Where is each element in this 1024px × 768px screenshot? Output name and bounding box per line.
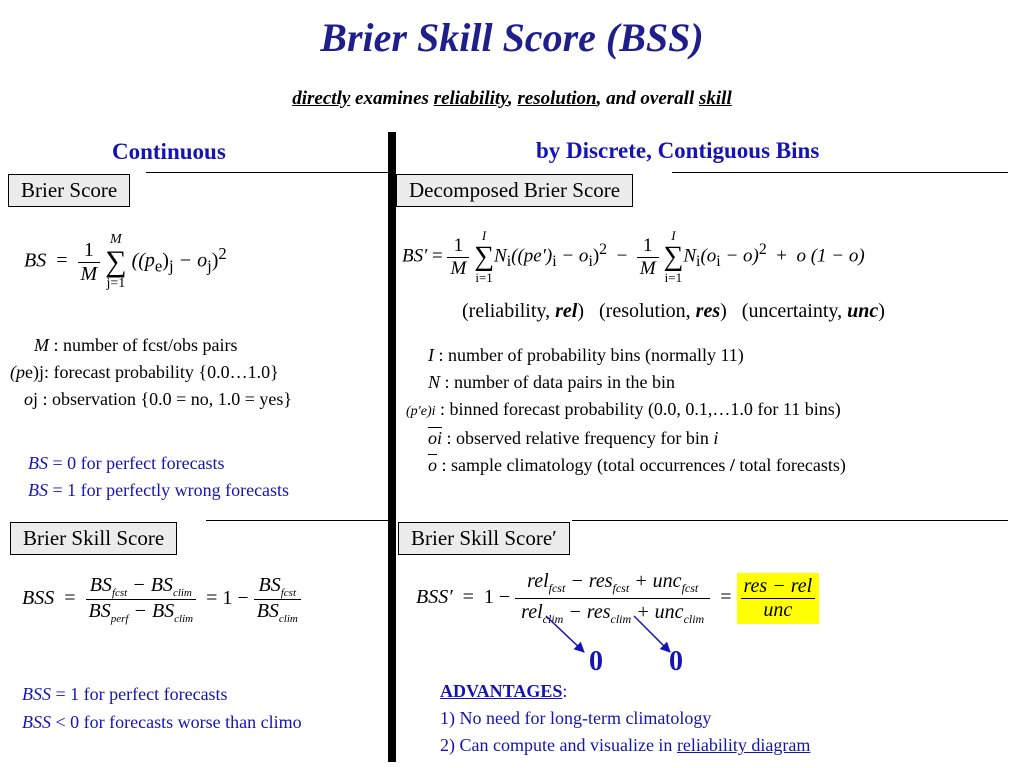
fraction-denominator: M <box>80 262 98 285</box>
brier-score-box: Brier Score <box>8 174 130 207</box>
formula-fraction <box>254 574 301 625</box>
formula-text: 1 − <box>483 586 511 609</box>
advantages-section <box>440 678 810 759</box>
definition-row <box>406 342 846 369</box>
highlight-fraction <box>737 573 820 624</box>
formula-sub: fcst <box>548 581 566 595</box>
note-row <box>22 708 302 736</box>
formula-sub: j <box>168 256 174 276</box>
definition-text: : observed relative frequency for bin <box>442 428 714 448</box>
formula-text: ) <box>211 249 219 272</box>
formula-sub: i <box>588 253 593 271</box>
formula-sub: fcst <box>111 587 128 599</box>
bs-formula <box>24 232 227 292</box>
formula-text: e′) <box>533 245 553 267</box>
continuous-heading: Continuous <box>112 139 226 164</box>
definition-text: / <box>729 455 735 475</box>
note-text: = 1 for perfectly wrong forecasts <box>48 480 290 500</box>
component-text: ) <box>878 300 885 322</box>
formula-text: ((p <box>131 249 155 272</box>
note-symbol: BSS <box>22 712 51 732</box>
sigma-icon: ∑ <box>105 245 127 278</box>
advantage-item <box>440 705 810 732</box>
formula-text: = <box>720 586 732 609</box>
definition-symbol: $\overline{oi}$ <box>428 428 443 448</box>
formula-text: = <box>206 587 218 610</box>
note-text: < 0 for forecasts worse than climo <box>51 712 302 732</box>
formula-sub: i <box>696 253 701 271</box>
brier-skill-score-box: Brier Skill Score <box>10 522 177 555</box>
fraction-denominator <box>86 600 197 625</box>
bins-heading: by Discrete, Contiguous Bins <box>536 138 820 163</box>
note-text: = 0 for perfect forecasts <box>48 453 225 473</box>
sum-lower: i=1 <box>664 270 683 285</box>
definition-text: j : observation {0.0 = no, 1.0 = yes} <box>33 389 293 409</box>
formula-sup: 2 <box>599 241 608 259</box>
component-text: (resolution, <box>599 300 696 322</box>
formula-sub: j <box>207 256 212 276</box>
formula-text: o (1 − o) <box>796 245 865 267</box>
formula-sub: fcst <box>681 581 699 595</box>
sum-upper: I <box>481 228 487 243</box>
definition-text: : number of data pairs in the bin <box>440 372 675 392</box>
formula-text: ((p <box>511 245 534 267</box>
formula-text: − BS <box>127 574 173 596</box>
component-key: rel <box>555 300 578 322</box>
column-divider <box>388 132 396 762</box>
formula-text: BSS <box>22 587 55 610</box>
definition-row <box>406 425 846 452</box>
sum-upper: M <box>110 232 122 247</box>
sum-lower: i=1 <box>475 270 493 285</box>
formula-sub: clim <box>683 612 705 626</box>
bs-notes <box>28 450 289 504</box>
divider-line <box>572 520 1008 521</box>
fraction-numerator <box>86 574 197 600</box>
fraction-numerator <box>254 574 301 600</box>
formula-text: BS <box>88 600 111 622</box>
fraction-numerator <box>515 568 710 599</box>
definition-row <box>406 369 846 396</box>
definition-row <box>10 359 292 386</box>
formula-text: BS <box>24 249 47 272</box>
reliability-diagram-link[interactable]: reliability diagram <box>676 735 811 755</box>
formula-text: ) <box>162 249 169 272</box>
formula-text: + <box>776 245 787 267</box>
decomposed-formula <box>402 228 865 286</box>
subtitle-word: , <box>507 88 518 109</box>
component-text: (uncertainty, <box>741 300 848 322</box>
definition-row <box>406 396 846 425</box>
component-text: ) <box>720 300 727 322</box>
definition-text: : binned forecast probability (0.0, 0.1,…1.0 for 11 bins) <box>435 399 841 419</box>
advantages-heading <box>440 678 810 705</box>
formula-text: BS <box>89 574 112 596</box>
formula-text: − o <box>173 249 208 272</box>
formula-text: N <box>494 245 507 267</box>
arrow-icon <box>546 616 584 652</box>
fraction-numerator: 1 <box>447 235 469 258</box>
bss-formula <box>22 574 301 625</box>
formula-text: = <box>56 249 68 272</box>
fraction-denominator <box>254 600 301 625</box>
formula-text: 1 <box>222 587 233 610</box>
formula-text: = <box>432 245 443 267</box>
divider-line <box>206 520 388 521</box>
component-key: unc <box>847 300 879 322</box>
advantage-text: 2) Can compute and visualize in <box>440 735 677 755</box>
note-row <box>22 680 302 708</box>
summation-symbol <box>663 228 683 286</box>
subtitle-word: reliability <box>433 88 508 109</box>
note-symbol: BSS <box>22 684 51 704</box>
component-text: ) <box>577 300 585 322</box>
definition-symbol: N <box>428 372 441 392</box>
formula-text: − BS <box>128 600 175 622</box>
divider-line <box>146 172 388 173</box>
subtitle-word: resolution <box>517 88 597 109</box>
formula-text: + unc <box>629 570 682 592</box>
formula-sub: i <box>716 253 721 271</box>
formula-text: BS <box>258 574 281 596</box>
arrow-icon <box>634 616 670 652</box>
fraction-denominator: unc <box>763 599 793 621</box>
fraction-denominator: M <box>450 257 467 279</box>
brier-skill-score-prime-box: Brier Skill Score′ <box>398 522 570 555</box>
zero-label: 0 <box>669 646 683 677</box>
formula-text: ) <box>592 245 600 267</box>
formula-sup: 2 <box>758 241 767 259</box>
definition-symbol: I <box>428 345 434 365</box>
formula-text: BSS′ <box>416 586 453 609</box>
formula-text: − <box>616 245 628 267</box>
formula-sup: 2 <box>218 243 227 263</box>
formula-sub: clim <box>610 612 632 626</box>
subtitle-word: skill <box>699 88 732 109</box>
formula-text: − o) <box>720 245 759 267</box>
advantages-colon: : <box>562 681 568 701</box>
fraction-numerator: 1 <box>78 239 101 263</box>
zero-label: 0 <box>589 646 603 677</box>
sum-upper: I <box>671 228 676 243</box>
advantage-text: 1) No need for long-term climatology <box>440 708 712 728</box>
formula-sub: clim <box>278 613 298 625</box>
formula-text: BS′ <box>402 245 428 267</box>
subtitle-word: examines <box>350 88 434 109</box>
formula-sub: fcst <box>280 587 297 599</box>
formula-sub: i <box>552 253 557 271</box>
formula-fraction <box>637 235 659 280</box>
formula-fraction <box>447 235 469 280</box>
formula-sub: clim <box>174 613 194 625</box>
formula-text: − res <box>563 601 611 623</box>
definition-row <box>406 452 846 479</box>
note-row <box>28 477 289 504</box>
formula-sub: clim <box>172 587 192 599</box>
definition-text: : number of fcst/obs pairs <box>49 335 238 355</box>
summation-symbol <box>105 232 126 292</box>
formula-text: rel <box>527 570 549 592</box>
summation-symbol <box>474 228 494 286</box>
formula-text: = <box>64 587 76 610</box>
component-text: (reliability, <box>462 300 556 322</box>
note-row <box>28 450 289 477</box>
fraction-numerator: res − rel <box>741 575 816 599</box>
divider-line <box>672 172 1008 173</box>
formula-text: N <box>683 245 697 267</box>
formula-text: (o <box>700 245 717 267</box>
formula-sub: perf <box>110 613 129 625</box>
subtitle-word: directly <box>292 88 351 109</box>
page-subtitle <box>0 88 1024 110</box>
definition-symbol: (p′e)i <box>406 404 436 419</box>
definition-text: e)j: forecast probability {0.0…1.0} <box>25 362 279 382</box>
decomposition-definitions <box>406 342 846 479</box>
formula-text: = <box>462 586 474 609</box>
formula-text: rel <box>521 601 543 623</box>
advantage-item <box>440 732 810 759</box>
definition-text: : sample climatology (total occurrences <box>437 455 730 475</box>
sigma-icon: ∑ <box>474 241 495 272</box>
fraction-denominator: M <box>639 257 656 279</box>
formula-sub: e <box>154 256 163 276</box>
formula-text: − o <box>556 245 589 267</box>
bss-notes <box>22 680 302 736</box>
definition-row <box>22 386 292 413</box>
formula-sub: i <box>506 253 512 271</box>
decomposed-brier-score-box: Decomposed Brier Score <box>396 174 633 207</box>
definition-symbol: $\overline{o}$ <box>428 455 437 475</box>
definition-text: : number of probability bins (normally 11) <box>434 345 744 365</box>
component-key: res <box>695 300 721 322</box>
subtitle-word: , and overall <box>596 88 699 109</box>
formula-text: − res <box>565 570 613 592</box>
note-symbol: BS <box>28 453 48 473</box>
sum-lower: j=1 <box>106 276 126 291</box>
formula-text: − <box>237 587 249 610</box>
formula-text: BS <box>256 600 279 622</box>
definition-text: total forecasts) <box>734 455 846 475</box>
bs-definitions <box>10 332 293 413</box>
definition-symbol: o <box>24 389 33 409</box>
formula-fraction <box>86 574 197 625</box>
decomposition-components <box>462 300 885 323</box>
formula-sub: clim <box>542 612 564 626</box>
note-text: = 1 for perfect forecasts <box>51 684 228 704</box>
definition-text: i <box>713 428 719 448</box>
fraction-numerator: 1 <box>637 235 659 258</box>
sigma-icon: ∑ <box>663 241 684 272</box>
formula-fraction <box>78 239 101 286</box>
note-symbol: BS <box>28 480 48 500</box>
advantages-title: ADVANTAGES <box>440 681 563 701</box>
formula-text: + unc <box>631 601 684 623</box>
page-title: Brier Skill Score (BSS) <box>320 15 704 60</box>
formula-sub: fcst <box>612 581 630 595</box>
definition-row <box>22 332 292 359</box>
definition-symbol: M <box>34 335 49 355</box>
definition-symbol: (p <box>10 362 25 382</box>
